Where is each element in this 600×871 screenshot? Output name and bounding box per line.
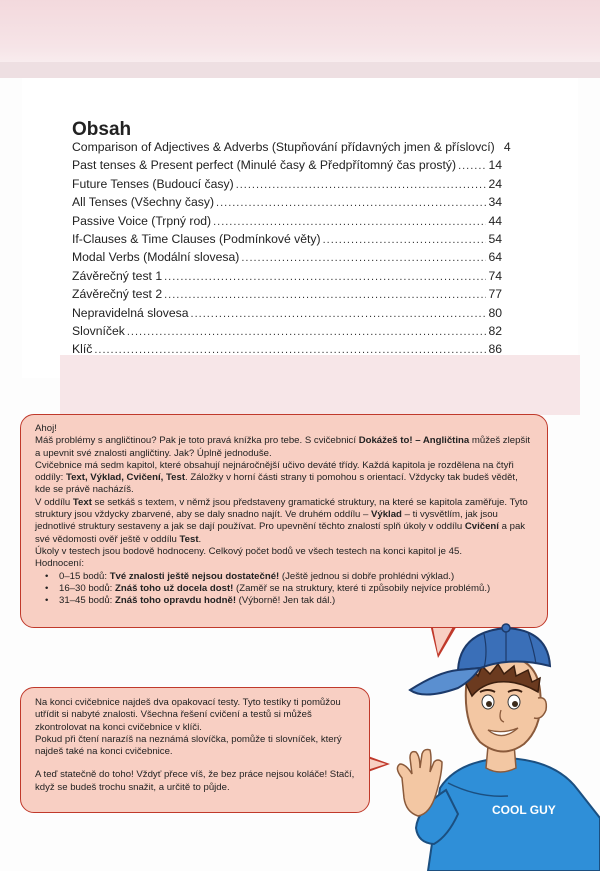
table-of-contents bbox=[72, 140, 511, 361]
toc-entry bbox=[72, 177, 502, 195]
greeting: Ahoj! bbox=[35, 423, 57, 434]
toc-entry-label: Klíč bbox=[72, 342, 93, 357]
toc-entry bbox=[72, 287, 502, 305]
toc-entry-page: 77 bbox=[488, 287, 502, 302]
toc-entry-label: Future Tenses (Budoucí časy) bbox=[72, 176, 234, 191]
toc-entry-label: Závěrečný test 1 bbox=[72, 268, 163, 283]
outro-speech-bubble bbox=[20, 687, 370, 813]
toc-entry-page: 34 bbox=[488, 195, 502, 210]
toc-entry bbox=[72, 232, 502, 250]
toc-leader-dots bbox=[323, 234, 487, 246]
score-list bbox=[35, 571, 533, 608]
toc-entry-page: 44 bbox=[488, 213, 502, 228]
toc-entry-label: Passive Voice (Trpný rod) bbox=[72, 213, 212, 228]
intro-paragraph: Máš problémy s angličtinou? Pak je toto pravá knížka pro tebe. S cvičebnicí Dokážeš to! – Angličtina můžeš zlepšit a upevnit své znalosti angličtiny. Jak? Úplně jednoduše. bbox=[35, 435, 530, 459]
toc-leader-dots bbox=[164, 289, 486, 301]
review-paragraph: Na konci cvičebnice najdeš dva opakovací testy. Tyto testíky ti pomůžou utřídit si nabyté znalosti. Všechna řešení cvičení a testů si můžeš zkontrolovat na konci cvičebnice v klíči. bbox=[35, 697, 341, 733]
toc-entry bbox=[72, 214, 502, 232]
toc-entry-label: All Tenses (Všechny časy) bbox=[72, 195, 215, 210]
toc-leader-dots bbox=[241, 252, 486, 264]
toc-entry bbox=[72, 306, 502, 324]
toc-entry bbox=[72, 342, 502, 360]
structure-paragraph: Cvičebnice má sedm kapitol, které obsahují nejnáročnější učivo deváté třídy. Každá kapitola je rozdělena na čtyři oddíly: Text, Výklad, Cvičení, Test. Záložky v horní části strany ti pomohou s orientací. Vždycky tak budeš vědět, kde se právě nacházíš. bbox=[35, 459, 518, 496]
toc-leader-dots bbox=[458, 160, 486, 172]
toc-entry-label: If-Clauses & Time Clauses (Podmínkové věty) bbox=[72, 231, 321, 246]
vocabulary-paragraph: Pokud při čtení narazíš na neznámá slovíčka, pomůže ti slovníček, který najdeš také na konci cvičebnice. bbox=[35, 733, 342, 758]
toc-entry bbox=[72, 195, 502, 213]
toc-leader-dots bbox=[127, 326, 487, 338]
toc-entry bbox=[72, 324, 502, 342]
toc-entry bbox=[72, 250, 502, 268]
toc-entry-label: Nepravidelná slovesa bbox=[72, 305, 189, 320]
toc-entry-label: Slovníček bbox=[72, 323, 125, 338]
toc-entry-page: 4 bbox=[503, 140, 511, 154]
toc-entry-page: 80 bbox=[488, 305, 502, 320]
page-tab-strip bbox=[0, 62, 600, 78]
toc-entry bbox=[72, 158, 502, 176]
intro-speech-bubble bbox=[20, 414, 548, 628]
cool-guy-character-illustration bbox=[388, 618, 600, 871]
toc-leader-dots bbox=[216, 197, 486, 209]
toc-entry-label: Comparison of Adjectives & Adverbs (Stupňování přídavných jmen & příslovcí) bbox=[72, 140, 495, 154]
toc-entry-label: Past tenses & Present perfect (Minulé časy & Předpřítomný čas prostý) bbox=[72, 158, 457, 173]
toc-entry-page: 86 bbox=[488, 342, 502, 357]
toc-entry-page: 64 bbox=[488, 250, 502, 265]
toc-leader-dots bbox=[236, 179, 487, 191]
toc-leader-dots bbox=[94, 344, 486, 356]
toc-leader-dots bbox=[191, 308, 487, 320]
scoring-paragraph: Úkoly v testech jsou bodově hodnoceny. Celkový počet bodů ve všech testech na konci kapitol je 45. bbox=[35, 545, 462, 557]
toc-entry-page: 74 bbox=[488, 268, 502, 283]
score-item: • 16–30 bodů: Znáš toho už docela dost! (Zaměř se na struktury, které ti způsobily nejvíce problémů.) bbox=[59, 583, 533, 595]
toc-entry-label: Závěrečný test 2 bbox=[72, 287, 163, 302]
encouragement-paragraph: A teď statečně do toho! Vždyť přece víš, že bez práce nejsou koláče! Stačí, když se budeš trochu snažit, a určitě to půjde. bbox=[35, 769, 355, 793]
toc-entry-page: 54 bbox=[488, 231, 502, 246]
background-image-block bbox=[60, 355, 580, 415]
toc-entry-page: 24 bbox=[488, 176, 502, 191]
toc-leader-dots bbox=[213, 216, 486, 228]
toc-entry bbox=[72, 140, 511, 158]
toc-entry-page: 82 bbox=[488, 323, 502, 338]
shirt-text: COOL GUY bbox=[492, 803, 556, 817]
rating-heading: Hodnocení: bbox=[35, 558, 85, 570]
page-title: Obsah bbox=[72, 118, 132, 140]
toc-entry-page: 14 bbox=[488, 158, 502, 173]
toc-entry-label: Modal Verbs (Modální slovesa) bbox=[72, 250, 240, 265]
toc-leader-dots bbox=[164, 271, 486, 283]
toc-entry bbox=[72, 269, 502, 287]
score-item: • 0–15 bodů: Tvé znalosti ještě nejsou dostatečné! (Ještě jednou si dobře prohlédni výklad.) bbox=[59, 571, 533, 583]
sections-paragraph: V oddílu Text se setkáš s textem, v němž jsou představeny gramatické struktury, na které se kapitola zaměřuje. Tyto struktury jsou vždycky zbarvené, aby se daly snadno najít. Ve druhém oddílu – Výklad – ti vysvětlím, jak jsou jednotlivé struktury sestaveny a jak se dají používat. Pro upevnění těchto znalostí splň úkoly v oddílu Cvičení a pak své vědomosti ověř ještě v oddílu Test. bbox=[35, 496, 528, 545]
score-item: • 31–45 bodů: Znáš toho opravdu hodně! (Výborně! Jen tak dál.) bbox=[59, 595, 533, 607]
